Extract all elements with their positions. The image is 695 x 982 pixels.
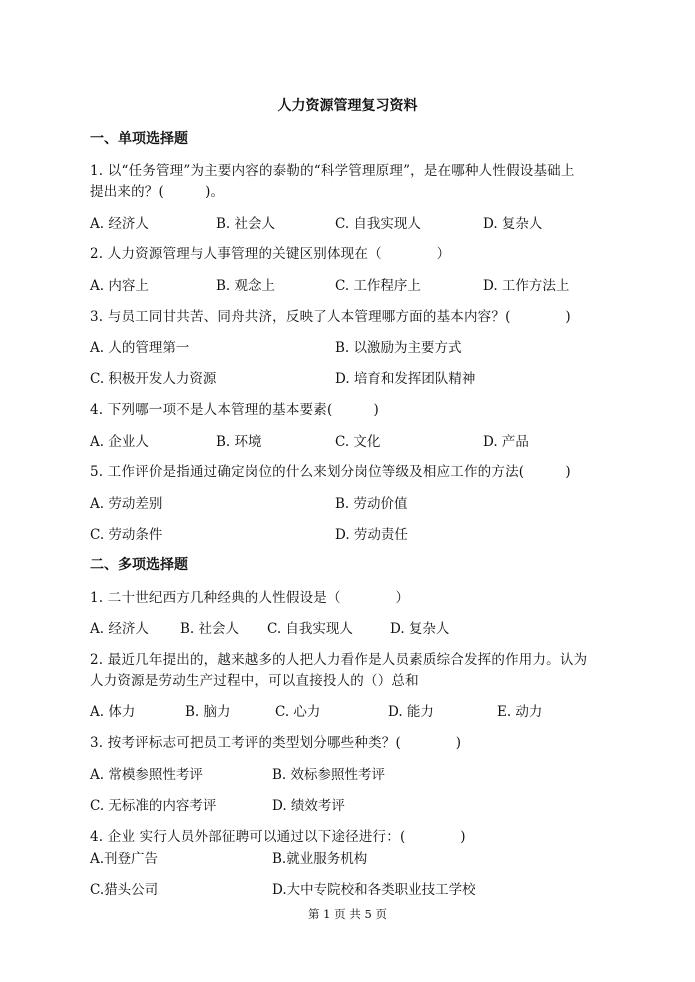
multi-question-2-text-cont: 人力资源是劳动生产过程中，可以直接投人的（）总和 — [90, 673, 419, 689]
question-4-option-c: C. 文化 — [335, 434, 381, 450]
question-3-text: 3. 与员工同甘共苦、同舟共济，反映了人本管理哪方面的基本内容？( ) — [90, 309, 571, 325]
section-heading-multiple-choice: 二、多项选择题 — [90, 557, 188, 573]
multi-question-2-option-c: C. 心力 — [275, 704, 321, 720]
question-1-option-b: B. 社会人 — [216, 216, 276, 232]
question-5-option-c: C. 劳动条件 — [90, 527, 163, 543]
question-5-text: 5. 工作评价是指通过确定岗位的什么来划分岗位等级及相应工作的方法( ) — [90, 464, 571, 480]
multi-question-2-option-b: B. 脑力 — [185, 704, 231, 720]
question-1-text-cont: 提出来的？( )。 — [90, 184, 225, 200]
question-5-option-b: B. 劳动价值 — [335, 496, 408, 512]
multi-question-3-text: 3. 按考评标志可把员工考评的类型划分哪些种类？( ) — [90, 735, 462, 751]
question-3-option-b: B. 以激励为主要方式 — [335, 340, 462, 356]
multi-question-3-option-d: D. 绩效考评 — [272, 798, 345, 814]
multi-question-3-option-a: A. 常模参照性考评 — [90, 767, 203, 783]
multi-question-2-option-a: A. 体力 — [90, 704, 136, 720]
question-4-option-d: D. 产品 — [483, 434, 529, 450]
multi-question-3-option-c: C. 无标准的内容考评 — [90, 798, 217, 814]
question-3-option-c: C. 积极开发人力资源 — [90, 371, 217, 387]
multi-question-4-option-a: A.刊登广告 — [90, 851, 159, 867]
multi-question-1-option-a: A. 经济人 — [90, 621, 149, 637]
question-2-text: 2. 人力资源管理与人事管理的关键区别体现在（ ） — [90, 246, 451, 262]
multi-question-3-option-b: B. 效标参照性考评 — [272, 767, 386, 783]
multi-question-1-option-c: C. 自我实现人 — [267, 621, 353, 637]
multi-question-4-option-b: B.就业服务机构 — [272, 851, 368, 867]
question-3-option-a: A. 人的管理第一 — [90, 340, 190, 356]
document-title: 人力资源管理复习资料 — [277, 98, 418, 114]
question-1-option-d: D. 复杂人 — [483, 216, 543, 232]
multi-question-4-option-d: D.大中专院校和各类职业技工学校 — [272, 882, 476, 898]
question-1-option-c: C. 自我实现人 — [335, 216, 421, 232]
multi-question-2-option-e: E. 动力 — [497, 704, 543, 720]
question-2-option-d: D. 工作方法上 — [483, 278, 570, 294]
question-4-text: 4. 下列哪一项不是人本管理的基本要素( ) — [90, 402, 380, 418]
multi-question-1-option-b: B. 社会人 — [180, 621, 240, 637]
question-2-option-b: B. 观念上 — [216, 278, 276, 294]
question-2-option-c: C. 工作程序上 — [335, 278, 421, 294]
section-heading-single-choice: 一、单项选择题 — [90, 131, 188, 147]
page-footer: 第 1 页 共 5 页 — [308, 907, 387, 921]
multi-question-1-text: 1. 二十世纪西方几种经典的人性假设是（ ） — [90, 590, 410, 606]
question-4-option-a: A. 企业人 — [90, 434, 149, 450]
question-2-option-a: A. 内容上 — [90, 278, 149, 294]
multi-question-4-option-c: C.猎头公司 — [90, 882, 159, 898]
question-1-text: 1. 以“任务管理”为主要内容的泰勒的“科学管理原理”，是在哪种人性假设基础上 — [90, 163, 575, 179]
multi-question-4-text: 4. 企业 实行人员外部征聘可以通过以下途径进行：( ) — [90, 829, 466, 845]
question-5-option-a: A. 劳动差别 — [90, 496, 163, 512]
multi-question-2-option-d: D. 能力 — [388, 704, 434, 720]
multi-question-1-option-d: D. 复杂人 — [390, 621, 450, 637]
multi-question-2-text: 2. 最近几年提出的，越来越多的人把人力看作是人员素质综合发挥的作用力。认为 — [90, 652, 588, 668]
question-1-option-a: A. 经济人 — [90, 216, 149, 232]
question-4-option-b: B. 环境 — [216, 434, 262, 450]
question-5-option-d: D. 劳动责任 — [335, 527, 408, 543]
question-3-option-d: D. 培育和发挥团队精神 — [335, 371, 476, 387]
